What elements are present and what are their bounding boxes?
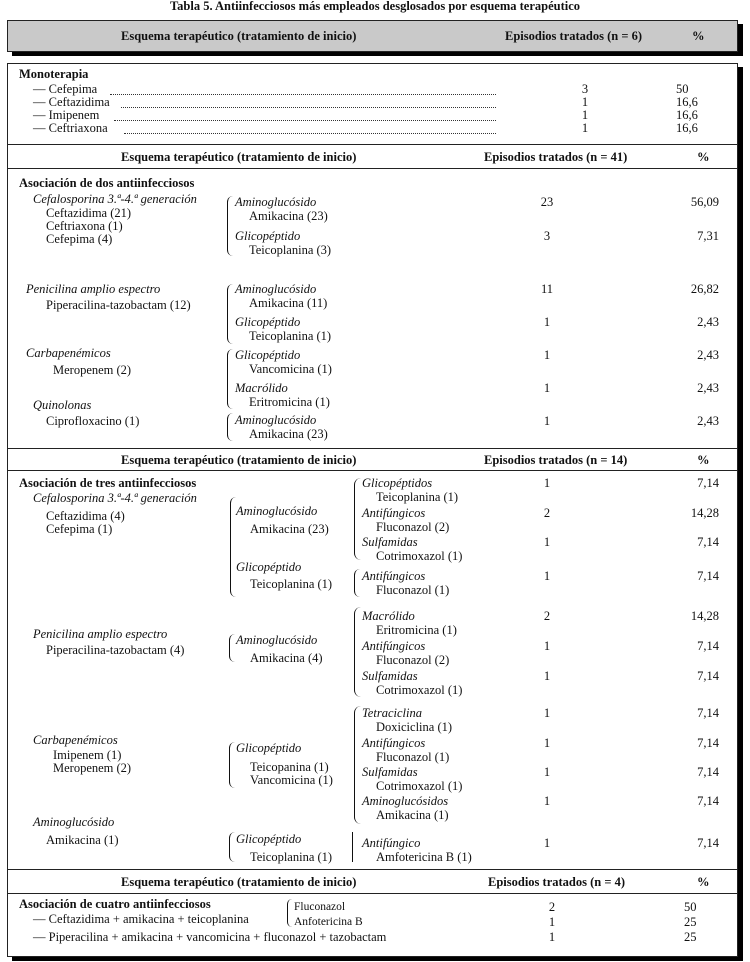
count: 1 xyxy=(543,476,551,490)
leader-dots xyxy=(110,84,496,95)
percent: 2,43 xyxy=(697,348,719,362)
mono-row-n: 1 xyxy=(581,108,589,122)
brace xyxy=(229,832,235,862)
percent: 7,14 xyxy=(697,535,719,549)
mono-row-n: 3 xyxy=(581,82,589,96)
percent: 7,14 xyxy=(697,736,719,750)
count: 1 xyxy=(543,736,551,750)
count: 23 xyxy=(540,195,554,209)
mono-row-label: — Imipenem xyxy=(33,108,100,122)
count: 2 xyxy=(543,609,551,623)
percent: 7,31 xyxy=(697,229,719,243)
drug-class: Carbapenémicos xyxy=(33,733,118,747)
second-drug: Amikacina (4) xyxy=(250,651,323,665)
section-divider xyxy=(8,144,737,145)
section-divider xyxy=(8,470,737,471)
third-class: Sulfamidas xyxy=(362,765,418,779)
drug-class: Cefalosporina 3.ª-4.ª generación xyxy=(33,192,197,206)
section-divider xyxy=(8,168,737,169)
third-class: Macrólido xyxy=(362,609,415,623)
percent: 7,14 xyxy=(697,706,719,720)
third-drug: Cotrimoxazol (1) xyxy=(376,549,463,563)
count: 1 xyxy=(543,414,551,428)
second-class: Glicopéptido xyxy=(236,741,302,755)
drug-class: Aminoglucósido xyxy=(33,815,115,829)
combo-class: Aminoglucósido xyxy=(235,282,317,296)
percent: 7,14 xyxy=(697,765,719,779)
third-drug: Teicoplanina (1) xyxy=(376,490,459,504)
third-class: Antifúngicos xyxy=(362,569,426,583)
drug-class: Carbapenémicos xyxy=(26,346,111,360)
drug-class: Penicilina amplio espectro xyxy=(33,627,168,641)
extra-drug: Anfotericina B xyxy=(294,916,363,928)
section-divider xyxy=(8,869,737,870)
third-class: Glicopéptidos xyxy=(362,476,433,490)
extra-drug: Fluconazol xyxy=(294,901,346,913)
count: 11 xyxy=(540,282,554,296)
count: 3 xyxy=(543,229,551,243)
count: 1 xyxy=(543,315,551,329)
brace xyxy=(354,569,360,597)
section4-header-episodes: Episodios tratados (n = 4) xyxy=(488,875,626,889)
mono-row-n: 1 xyxy=(581,121,589,135)
percent: 25 xyxy=(684,915,697,929)
count: 1 xyxy=(543,794,551,808)
brace xyxy=(227,413,233,441)
second-class: Glicopéptido xyxy=(236,832,302,846)
leader-dots xyxy=(124,123,496,134)
drug: Ciprofloxacino (1) xyxy=(46,414,140,428)
third-class: Antifúngicos xyxy=(362,506,426,520)
section4-heading: Asociación de cuatro antiinfecciosos xyxy=(19,897,211,911)
drug: Ceftazidima (4) xyxy=(46,509,125,523)
third-drug: Fluconazol (2) xyxy=(376,653,450,667)
brace xyxy=(352,832,356,862)
count: 2 xyxy=(548,900,556,914)
drug: Amikacina (1) xyxy=(46,833,119,847)
mono-row-label: — Ceftriaxona xyxy=(33,121,108,135)
brace xyxy=(354,706,361,824)
percent: 7,14 xyxy=(697,794,719,808)
section-divider xyxy=(8,448,737,449)
third-drug: Doxiciclina (1) xyxy=(376,720,453,734)
drug: Ceftazidima (21) xyxy=(46,206,132,220)
count: 1 xyxy=(543,836,551,850)
combo-drug: Amikacina (23) xyxy=(249,209,328,223)
header-col-scheme: Esquema terapéutico (tratamiento de inicio) xyxy=(121,29,357,43)
header-col-percent: % xyxy=(692,29,705,43)
drug: Piperacilina-tazobactam (4) xyxy=(46,643,185,657)
third-class: Tetraciclina xyxy=(362,706,422,720)
monoterapia-heading: Monoterapia xyxy=(19,67,89,81)
percent: 7,14 xyxy=(697,476,719,490)
percent: 14,28 xyxy=(690,506,719,520)
drug: Cefepima (4) xyxy=(46,232,113,246)
third-class: Aminoglucósidos xyxy=(362,794,449,808)
brace xyxy=(227,196,233,256)
count: 1 xyxy=(543,569,551,583)
percent: 7,14 xyxy=(697,569,719,583)
third-drug: Cotrimoxazol (1) xyxy=(376,683,463,697)
combo-drug: Amikacina (23) xyxy=(249,427,328,441)
second-drug: Amikacina (23) xyxy=(250,522,329,536)
count: 1 xyxy=(543,706,551,720)
leader-dots xyxy=(121,97,496,108)
combo-drug: Amikacina (11) xyxy=(249,296,328,310)
percent: 2,43 xyxy=(697,315,719,329)
drug: Ceftriaxona (1) xyxy=(46,219,123,233)
second-class: Aminoglucósido xyxy=(236,633,318,647)
percent: 56,09 xyxy=(690,195,719,209)
count: 1 xyxy=(548,930,556,944)
combo-class: Aminoglucósido xyxy=(235,413,317,427)
third-drug: Cotrimoxazol (1) xyxy=(376,779,463,793)
mono-row-label: — Cefepima xyxy=(33,82,98,96)
third-class: Antifúngicos xyxy=(362,639,426,653)
drug-class: Cefalosporina 3.ª-4.ª generación xyxy=(33,491,197,505)
brace xyxy=(229,742,235,788)
count: 1 xyxy=(543,348,551,362)
combo-class: Glicopéptido xyxy=(235,229,301,243)
drug: Cefepima (1) xyxy=(46,522,113,536)
percent: 7,14 xyxy=(697,836,719,850)
second-class: Aminoglucósido xyxy=(236,504,318,518)
count: 1 xyxy=(543,535,551,549)
third-drug: Fluconazol (2) xyxy=(376,520,450,534)
combo-drug: Teicoplanina (1) xyxy=(249,329,332,343)
third-drug: Amfotericina B (1) xyxy=(376,850,472,864)
mono-row-pct: 16,6 xyxy=(676,108,698,122)
second-drug: Teicoplanina (1) xyxy=(250,577,333,591)
drug-class: Quinolonas xyxy=(33,398,92,412)
combo-class: Macrólido xyxy=(235,381,288,395)
percent: 2,43 xyxy=(697,381,719,395)
count: 1 xyxy=(543,669,551,683)
section3-header-episodes: Episodios tratados (n = 14) xyxy=(484,453,628,467)
third-drug: Fluconazol (1) xyxy=(376,583,450,597)
combo-drug: Teicoplanina (3) xyxy=(249,243,332,257)
drug-class: Penicilina amplio espectro xyxy=(26,282,161,296)
second-drug: Teicopanina (1) xyxy=(250,760,329,774)
combo-class: Glicopéptido xyxy=(235,348,301,362)
third-drug: Eritromicina (1) xyxy=(376,623,457,637)
combo-drug: Vancomicina (1) xyxy=(249,362,332,376)
count: 2 xyxy=(543,506,551,520)
brace xyxy=(227,349,233,409)
table-title: Tabla 5. Antiinfecciosos más empleados desglosados por esquema terapéutico xyxy=(169,0,581,13)
combo-label: — Piperacilina + amikacina + vancomicina + fluconazol + tazobactam xyxy=(33,930,387,944)
third-class: Antifúngicos xyxy=(362,736,426,750)
brace xyxy=(229,634,235,662)
count: 1 xyxy=(543,765,551,779)
second-drug: Teicoplanina (1) xyxy=(250,850,333,864)
mono-row-label: — Ceftazidima xyxy=(33,95,110,109)
combo-label: — Ceftazidima + amikacina + teicoplanina xyxy=(33,912,249,926)
section2-heading: Asociación de dos antiinfecciosos xyxy=(19,176,195,190)
count: 1 xyxy=(548,915,556,929)
third-drug: Fluconazol (1) xyxy=(376,750,450,764)
section-divider xyxy=(8,893,737,894)
third-drug: Amikacina (1) xyxy=(376,808,449,822)
third-class: Sulfamidas xyxy=(362,535,418,549)
drug: Piperacilina-tazobactam (12) xyxy=(46,298,191,312)
percent: 7,14 xyxy=(697,669,719,683)
second-drug: Vancomicina (1) xyxy=(250,773,333,787)
mono-row-n: 1 xyxy=(581,95,589,109)
brace xyxy=(354,607,361,697)
count: 1 xyxy=(543,381,551,395)
section3-header-scheme: Esquema terapéutico (tratamiento de inicio) xyxy=(121,453,357,467)
percent: 14,28 xyxy=(690,609,719,623)
drug: Meropenem (2) xyxy=(53,761,132,775)
header-col-episodes: Episodios tratados (n = 6) xyxy=(505,29,643,43)
third-class: Sulfamidas xyxy=(362,669,418,683)
section4-header-percent: % xyxy=(697,875,710,889)
section4-header-scheme: Esquema terapéutico (tratamiento de inicio) xyxy=(121,875,357,889)
drug: Meropenem (2) xyxy=(53,363,132,377)
percent: 50 xyxy=(684,900,697,914)
section2-header-episodes: Episodios tratados (n = 41) xyxy=(484,150,628,164)
leader-dots xyxy=(114,110,496,121)
mono-row-pct: 16,6 xyxy=(676,95,698,109)
second-class: Glicopéptido xyxy=(236,560,302,574)
brace xyxy=(287,899,292,927)
brace xyxy=(354,478,361,560)
mono-row-pct: 50 xyxy=(676,82,689,96)
count: 1 xyxy=(543,639,551,653)
combo-drug: Eritromicina (1) xyxy=(249,395,330,409)
section3-heading: Asociación de tres antiinfecciosos xyxy=(19,476,197,490)
section2-header-percent: % xyxy=(697,150,710,164)
percent: 2,43 xyxy=(697,414,719,428)
combo-class: Glicopéptido xyxy=(235,315,301,329)
percent: 26,82 xyxy=(690,282,719,296)
section2-header-scheme: Esquema terapéutico (tratamiento de inicio) xyxy=(121,150,357,164)
percent: 25 xyxy=(684,930,697,944)
section3-header-percent: % xyxy=(697,453,710,467)
percent: 7,14 xyxy=(697,639,719,653)
third-class: Antifúngico xyxy=(362,836,421,850)
mono-row-pct: 16,6 xyxy=(676,121,698,135)
brace xyxy=(227,284,233,344)
combo-class: Aminoglucósido xyxy=(235,195,317,209)
drug: Imipenem (1) xyxy=(53,748,122,762)
